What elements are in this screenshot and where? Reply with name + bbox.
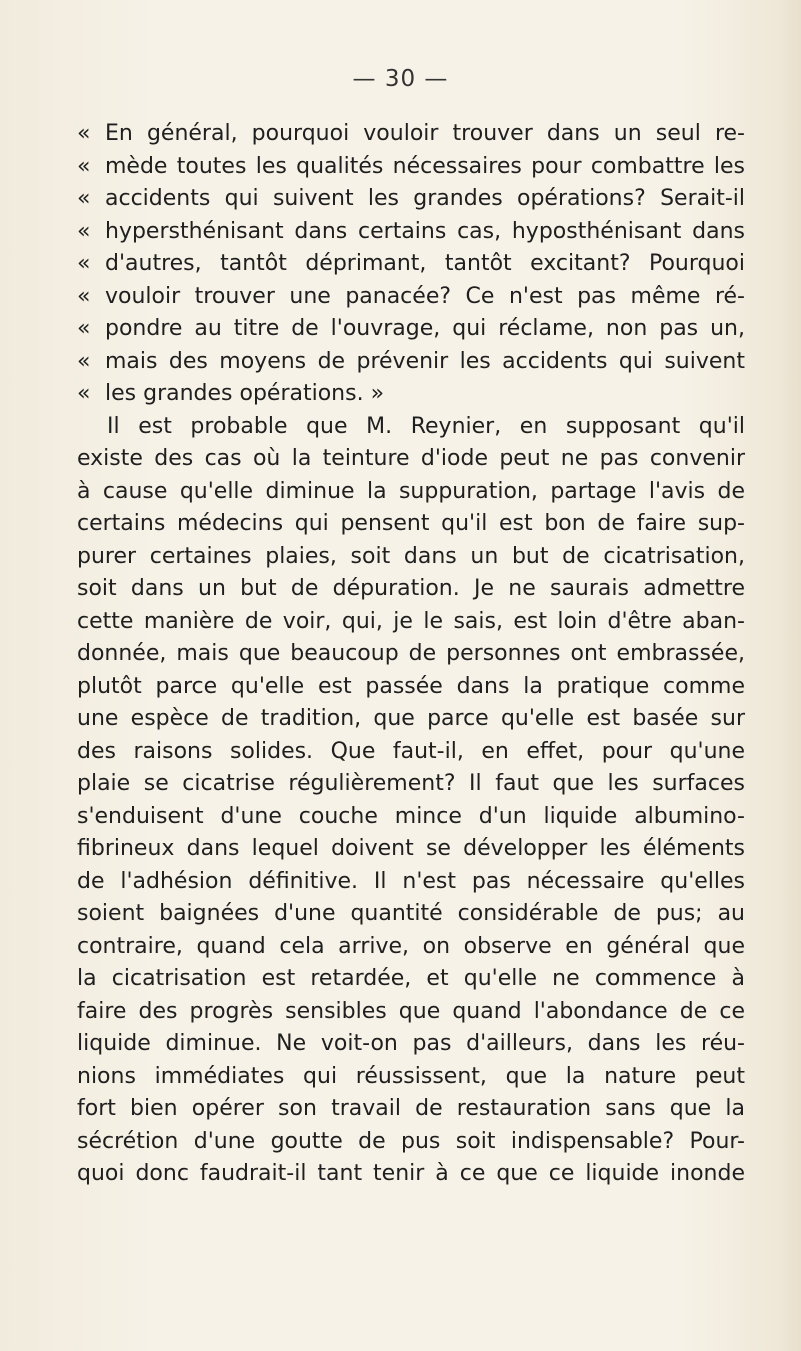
paragraph-line: Il est probable que M. Reynier, en supposant qu'il [107, 413, 745, 439]
page-text [77, 118, 745, 1191]
quote-line [77, 151, 745, 184]
quote-mark: « [77, 251, 91, 276]
paragraph-line: sécrétion d'une goutte de pus soit indispensable? Pour- [77, 1128, 745, 1154]
paragraph-line: nions immédiates qui réussissent, que la nature peut [77, 1063, 745, 1089]
paragraph-line: certains médecins qui pensent qu'il est bon de faire sup- [77, 511, 745, 536]
paragraph-line: fibrineux dans lequel doivent se développer les éléments [77, 836, 745, 861]
paragraph-line: faire des progrès sensibles que quand l'abondance de ce [77, 998, 745, 1024]
paragraph-line: s'enduisent d'une couche mince d'un liquide albumino- [77, 803, 745, 829]
quote-line [77, 216, 745, 249]
quote-mark: « [77, 153, 91, 179]
paragraph-line: liquide diminue. Ne voit-on pas d'ailleurs, dans les réu- [77, 1031, 745, 1056]
quote-mark: « [77, 121, 91, 146]
quote-line [77, 118, 745, 151]
paragraph-line: de l'adhésion définitive. Il n'est pas nécessaire qu'elles [77, 868, 745, 894]
paragraph-line: plutôt parce qu'elle est passée dans la pratique comme [77, 673, 745, 699]
quote-line-text: les grandes opérations. » [105, 381, 385, 406]
paragraph-line: soit dans un but de dépuration. Je ne saurais admettre [77, 576, 745, 601]
quote-line [77, 183, 745, 216]
quote-line-text: En général, pourquoi vouloir trouver dans un seul re- [105, 121, 745, 146]
paragraph-line: quoi donc faudrait-il tant tenir à ce que ce liquide inonde [77, 1161, 745, 1186]
quote-line-text: mède toutes les qualités nécessaires pour combattre les [105, 153, 745, 179]
quote-mark: « [77, 348, 91, 374]
quote-line-text: accidents qui suivent les grandes opérations? Serait-il [105, 186, 745, 211]
page-number: — 30 — [352, 66, 449, 92]
paragraph-line: fort bien opérer son travail de restauration sans que la [77, 1096, 745, 1121]
quote-line [77, 346, 745, 379]
paragraph-line: cette manière de voir, qui, je le sais, est loin d'être aban- [77, 608, 745, 634]
quote-line-text: d'autres, tantôt déprimant, tantôt excitant? Pourquoi [105, 251, 745, 276]
paragraph-line: existe des cas où la teinture d'iode peut ne pas convenir [77, 446, 745, 471]
quote-mark: « [77, 316, 91, 341]
paragraph-line: purer certaines plaies, soit dans un but de cicatrisation, [77, 543, 745, 569]
quote-line [77, 378, 745, 411]
quote-line-text: hypersthénisant dans certains cas, hyposthénisant dans [105, 218, 745, 244]
quote-line [77, 281, 745, 314]
paragraph-line: contraire, quand cela arrive, on observe en général que [77, 933, 745, 959]
paragraph-line: des raisons solides. Que faut-il, en effet, pour qu'une [77, 738, 745, 764]
quote-line-text: pondre au titre de l'ouvrage, qui réclame, non pas un, [105, 316, 745, 341]
quote-line-text: vouloir trouver une panacée? Ce n'est pas même ré- [105, 283, 745, 309]
paragraph-line: la cicatrisation est retardée, et qu'elle ne commence à [77, 966, 745, 991]
quote-mark: « [77, 218, 91, 244]
quote-mark: « [77, 283, 91, 309]
quote-line [77, 248, 745, 281]
paragraph-line: à cause qu'elle diminue la suppuration, partage l'avis de [77, 478, 745, 504]
quote-line [77, 313, 745, 346]
quote-mark: « [77, 186, 91, 211]
quote-mark: « [77, 381, 91, 406]
quote-line-text: mais des moyens de prévenir les accidents qui suivent [105, 348, 745, 374]
paragraph-line: soient baignées d'une quantité considérable de pus; au [77, 901, 745, 926]
paragraph-line: une espèce de tradition, que parce qu'elle est basée sur [77, 706, 745, 731]
paragraph-line: donnée, mais que beaucoup de personnes ont embrassée, [77, 641, 745, 666]
paragraph-line: plaie se cicatrise régulièrement? Il faut que les surfaces [77, 771, 745, 796]
